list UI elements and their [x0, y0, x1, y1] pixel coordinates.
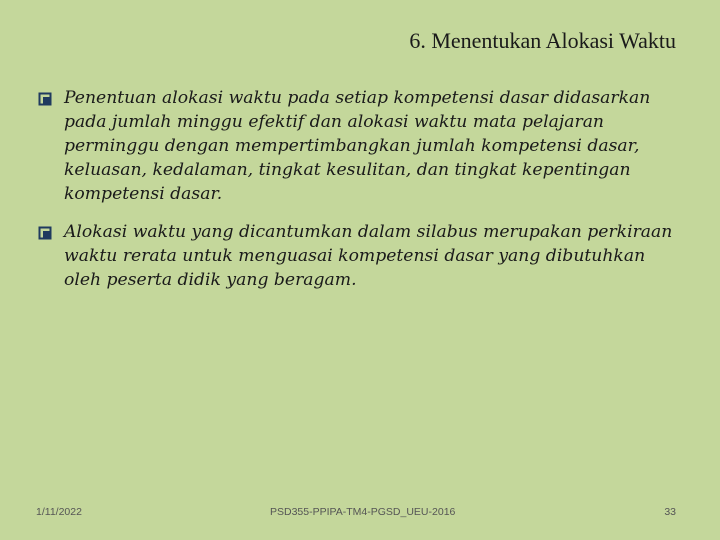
hollow-square-bullet-icon [38, 226, 52, 240]
slide-title: 6. Menentukan Alokasi Waktu [409, 28, 676, 53]
footer-date: 1/11/2022 [36, 506, 82, 518]
footer-course-code: PSD355-PPIPA-TM4-PGSD_UEU-2016 [270, 506, 456, 518]
bullet-item [36, 86, 686, 206]
hollow-square-bullet-icon [38, 92, 52, 106]
bullet-text: Penentuan alokasi waktu pada setiap kompetensi dasar didasarkan pada jumlah minggu efektif dan alokasi waktu mata pelajaran perminggu dengan mempertimbangkan jumlah kompetensi dasar, keluasan, kedalaman, tingkat kesulitan, dan tingkat kepentingan kompetensi dasar. [64, 88, 651, 204]
bullet-list [36, 86, 686, 306]
slide-number: 33 [664, 506, 676, 518]
bullet-item [36, 220, 686, 292]
bullet-text: Alokasi waktu yang dicantumkan dalam silabus merupakan perkiraan waktu rerata untuk menguasai kompetensi dasar yang dibutuhkan oleh peserta didik yang beragam. [64, 222, 673, 290]
